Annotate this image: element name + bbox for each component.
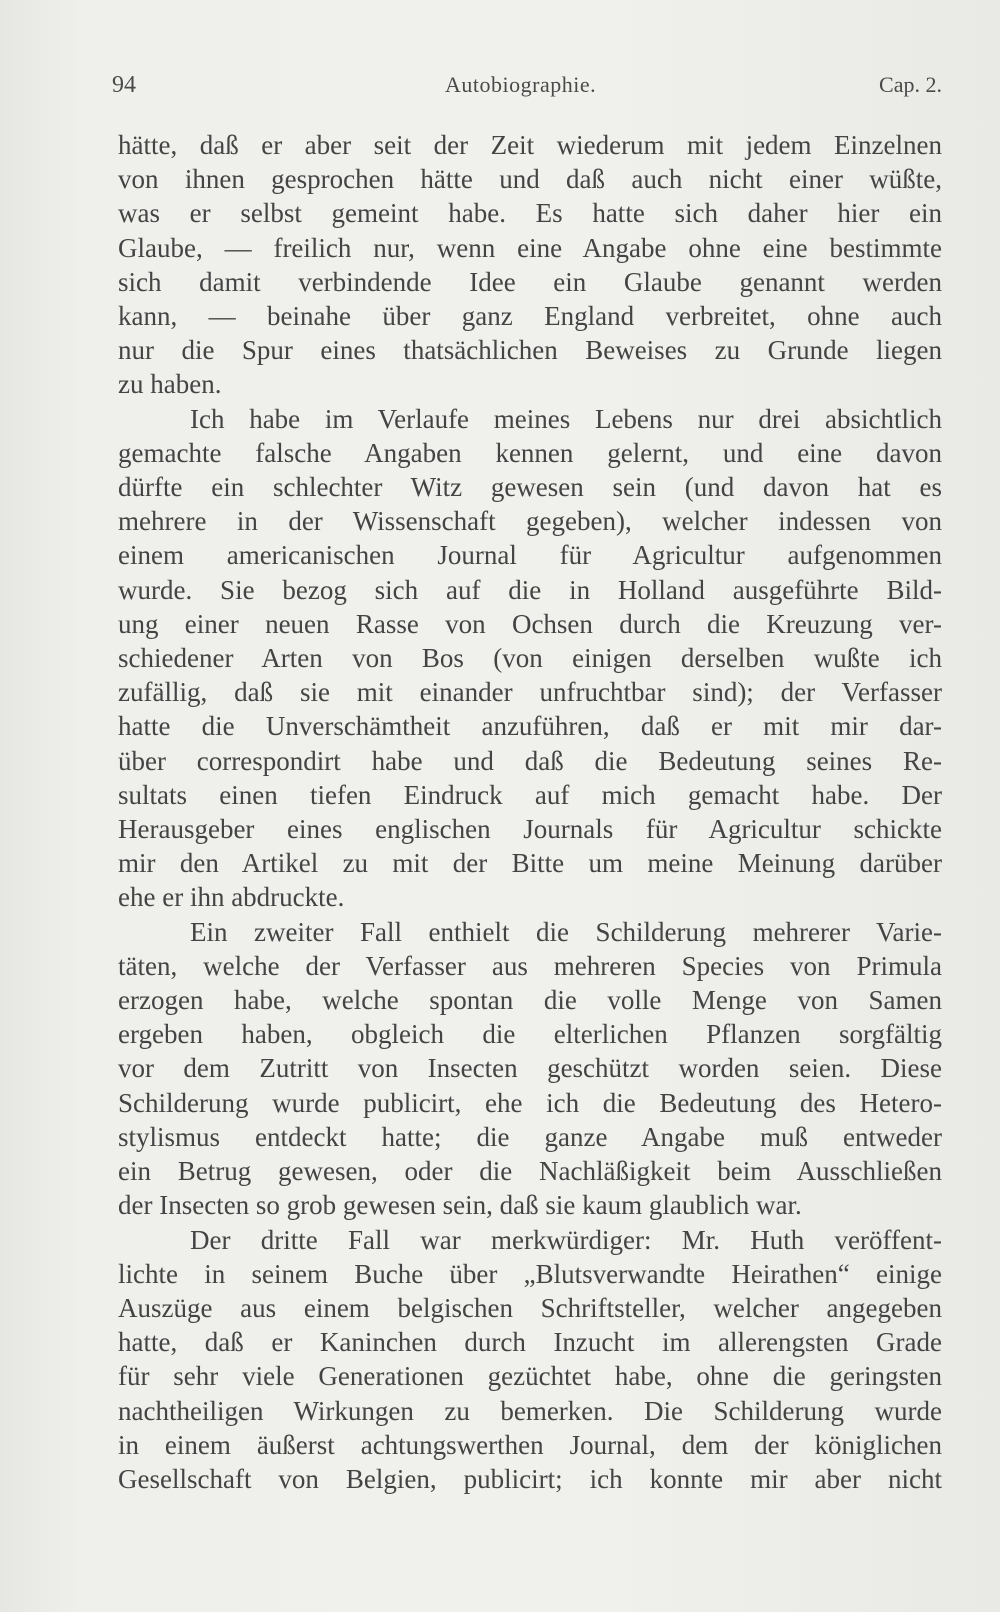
text-line: ehe er ihn abdruckte. <box>118 882 345 913</box>
text-line: schiedener Arten von Bos (von einigen derselben wußte ich <box>118 643 942 674</box>
text-line: zufällig, daß sie mit einander unfruchtbar sind); der Verfasser <box>118 677 942 708</box>
text-line: von ihnen gesprochen hätte und daß auch nicht einer wüßte, <box>118 164 942 195</box>
text-line: für sehr viele Generationen gezüchtet habe, ohne die geringsten <box>118 1361 942 1392</box>
text-line: nur die Spur eines thatsächlichen Beweises zu Grunde liegen <box>118 335 942 366</box>
chapter-label: Cap. 2. <box>879 72 942 97</box>
text-line: in einem äußerst achtungswerthen Journal, dem der königlichen <box>118 1429 942 1460</box>
page-number: 94 <box>112 72 136 98</box>
text-line: sultats einen tiefen Eindruck auf mich gemacht habe. Der <box>118 779 942 810</box>
text-line: mir den Artikel zu mit der Bitte um meine Meinung darüber <box>118 848 942 879</box>
text-line: hatte, daß er Kaninchen durch Inzucht im allerengsten Grade <box>118 1327 942 1358</box>
text-line: dürfte ein schlechter Witz gewesen sein (und davon hat es <box>118 472 942 503</box>
text-line: Auszüge aus einem belgischen Schriftsteller, welcher angegeben <box>118 1292 942 1323</box>
paragraph <box>118 1223 942 1497</box>
text-line: gemachte falsche Angaben kennen gelernt, und eine davon <box>118 437 942 468</box>
text-line: lichte in seinem Buche über „Blutsverwandte Heirathen“ einige <box>118 1258 942 1289</box>
text-line: täten, welche der Verfasser aus mehreren Species von Primula <box>118 950 942 981</box>
text-line: zu haben. <box>118 369 222 400</box>
text-line: hätte, daß er aber seit der Zeit wiederum mit jedem Einzelnen <box>118 130 942 160</box>
text-line: Der dritte Fall war merkwürdiger: Mr. Huth veröffent- <box>190 1224 942 1255</box>
text-line: stylismus entdeckt hatte; die ganze Angabe muß entweder <box>118 1121 942 1152</box>
text-line: was er selbst gemeint habe. Es hatte sich daher hier ein <box>118 198 942 229</box>
paragraph <box>118 128 942 402</box>
text-line: einem americanischen Journal für Agricultur aufgenommen <box>118 540 942 571</box>
text-line: ung einer neuen Rasse von Ochsen durch die Kreuzung ver- <box>118 608 942 639</box>
text-line: vor dem Zutritt von Insecten geschützt worden seien. Diese <box>118 1053 942 1084</box>
running-title: Autobiographie. <box>445 72 597 97</box>
text-line: Ein zweiter Fall enthielt die Schilderung mehrerer Varie- <box>190 916 942 947</box>
text-line: kann, — beinahe über ganz England verbreitet, ohne auch <box>118 301 942 332</box>
text-line: der Insecten so grob gewesen sein, daß sie kaum glaublich war. <box>118 1190 802 1221</box>
paragraph <box>118 915 942 1223</box>
text-line: mehrere in der Wissenschaft gegeben), welcher indessen von <box>118 506 942 537</box>
text-line: Gesellschaft von Belgien, publicirt; ich konnte mir aber nicht <box>118 1463 942 1494</box>
text-line: nachtheiligen Wirkungen zu bemerken. Die Schilderung wurde <box>118 1395 942 1426</box>
text-line: sich damit verbindende Idee ein Glaube genannt werden <box>118 266 942 297</box>
page-header <box>112 72 942 112</box>
text-line: ein Betrug gewesen, oder die Nachläßigkeit beim Ausschließen <box>118 1156 942 1187</box>
text-line: über correspondirt habe und daß die Bedeutung seines Re- <box>118 745 942 776</box>
text-line: hatte die Unverschämtheit anzuführen, daß er mit mir dar- <box>118 711 942 742</box>
text-line: wurde. Sie bezog sich auf die in Holland ausgeführte Bild- <box>118 574 942 605</box>
text-line: ergeben haben, obgleich die elterlichen Pflanzen sorgfältig <box>118 1019 942 1050</box>
paragraph <box>118 402 942 915</box>
text-line: Schilderung wurde publicirt, ehe ich die Bedeutung des Hetero- <box>118 1087 942 1118</box>
body-text <box>118 128 942 1496</box>
text-line: Ich habe im Verlaufe meines Lebens nur drei absichtlich <box>190 403 942 434</box>
text-line: erzogen habe, welche spontan die volle Menge von Samen <box>118 985 942 1016</box>
text-line: Glaube, — freilich nur, wenn eine Angabe ohne eine bestimmte <box>118 232 942 263</box>
text-line: Herausgeber eines englischen Journals für Agricultur schickte <box>118 814 942 845</box>
